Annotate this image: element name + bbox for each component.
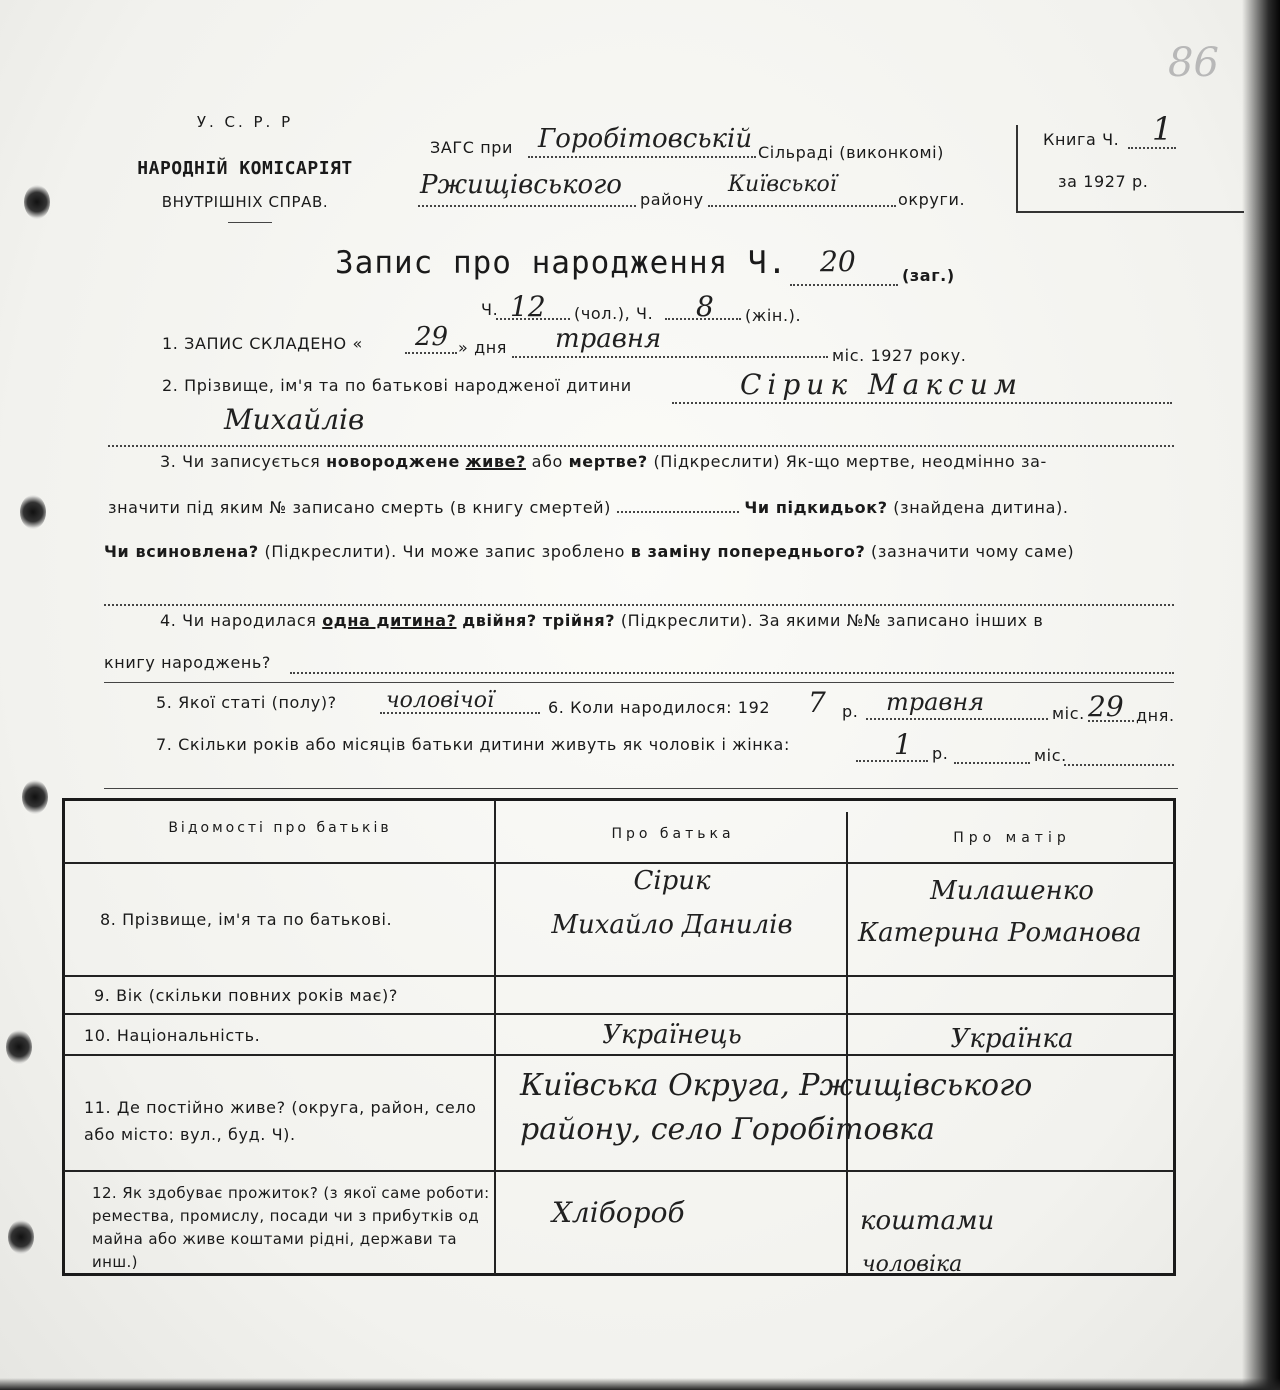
row8-label: 8. Прізвище, ім'я та по батькові. bbox=[100, 910, 393, 929]
father-nationality: Українець bbox=[602, 1020, 742, 1050]
record-month: травня bbox=[555, 324, 662, 354]
birth-year-digit: 7 bbox=[808, 686, 826, 719]
dotted-line bbox=[418, 205, 636, 207]
item2-label: 2. Прізвище, ім'я та по батькові народженої дитини bbox=[162, 376, 632, 395]
row-divider bbox=[64, 862, 1174, 864]
birth-month: травня bbox=[886, 688, 985, 716]
binding-hole bbox=[6, 1030, 32, 1064]
book-box-bottom bbox=[1016, 211, 1244, 213]
row-divider bbox=[64, 975, 1174, 977]
marriage-years: 1 bbox=[894, 728, 912, 761]
item3-text: значити під яким № записано смерть (в книгу смертей) bbox=[108, 498, 611, 517]
option-dead: мертве? bbox=[568, 452, 648, 471]
option-alive: живе? bbox=[465, 452, 526, 471]
mother-occupation-1: коштами bbox=[860, 1206, 995, 1236]
dotted-line bbox=[790, 284, 898, 286]
item6-month-label: міс. bbox=[1052, 704, 1085, 723]
dotted-line bbox=[108, 445, 1174, 447]
binding-hole bbox=[22, 780, 48, 814]
row11-label: 11. Де постійно живе? (округа, район, село або місто: вул., буд. Ч). bbox=[84, 1098, 477, 1144]
item4-text: (Підкреслити). За якими №№ записано інших в bbox=[620, 611, 1044, 630]
row12-label: 12. Як здобуває прожиток? (з якої саме роботи: ремества, промислу, посади чи з прибутків од майна або живе коштами рідні, держави та инш.) bbox=[92, 1184, 490, 1271]
item1-label: 1. ЗАПИС СКЛАДЕНО « bbox=[162, 334, 363, 353]
page-bottom-shadow bbox=[0, 1378, 1280, 1390]
village-suffix: Сільраді (виконкомі) bbox=[758, 143, 945, 162]
header-father: Про батька bbox=[611, 826, 735, 842]
village-handwritten: Горобітовській bbox=[538, 124, 753, 154]
header-parents-info: Відомості про батьків bbox=[168, 820, 392, 836]
option-single: одна дитина? bbox=[322, 611, 457, 630]
page-number: 86 bbox=[1168, 40, 1219, 86]
dotted-line bbox=[290, 672, 1174, 674]
dotted-line bbox=[104, 604, 1174, 606]
male-count: 12 bbox=[510, 290, 546, 323]
residence-line1: Київська Округа, Ржищівського bbox=[520, 1068, 1033, 1103]
item3-or: або bbox=[531, 452, 563, 471]
rule-line bbox=[104, 682, 1174, 683]
male-count-prefix: Ч. bbox=[481, 300, 499, 319]
row10-label: 10. Національність. bbox=[84, 1026, 261, 1045]
option-adopted: Чи всиновлена? bbox=[104, 542, 259, 561]
record-day: 29 bbox=[415, 322, 449, 352]
item6-day-label: дня. bbox=[1136, 706, 1175, 725]
district-handwritten: Ржищівського bbox=[420, 170, 622, 200]
item3-line1 bbox=[160, 452, 1047, 471]
column-divider bbox=[846, 812, 848, 1274]
dotted-line bbox=[866, 718, 1048, 720]
book-number: 1 bbox=[1152, 110, 1173, 148]
item3-text: (знайдена дитина). bbox=[893, 498, 1069, 517]
binding-hole bbox=[24, 185, 50, 219]
item3-line3 bbox=[104, 542, 1074, 561]
item3-text: 3. Чи записується bbox=[160, 452, 321, 471]
item3-text: (Підкреслити) Як-що мертве, неодмінно за- bbox=[653, 452, 1047, 471]
book-label: Книга Ч. bbox=[1043, 130, 1120, 149]
item7-months-label: міс. bbox=[1034, 746, 1067, 765]
father-name: Михайло Данилів bbox=[551, 910, 793, 940]
male-label: (чол.), Ч. bbox=[574, 304, 654, 323]
binding-hole bbox=[8, 1220, 34, 1254]
item3-text: (Підкреслити). Чи може запис зроблено bbox=[264, 542, 626, 561]
record-number: 20 bbox=[820, 245, 856, 278]
father-occupation: Хлібороб bbox=[552, 1196, 685, 1229]
child-patronymic: Михайлів bbox=[224, 403, 365, 436]
item7-years-label: р. bbox=[932, 744, 949, 763]
dotted-line bbox=[856, 760, 928, 762]
row9-label: 9. Вік (скільки повних років має)? bbox=[94, 986, 398, 1005]
item5-label: 5. Якої статі (полу)? bbox=[156, 693, 337, 712]
birth-day: 29 bbox=[1088, 690, 1124, 723]
okrug-label: округи. bbox=[898, 190, 966, 209]
item7-label: 7. Скільки років або місяців батьки дитини живуть як чоловік і жінка: bbox=[156, 735, 790, 754]
item1-year: міс. 1927 року. bbox=[832, 346, 967, 365]
residence-line2: району, село Горобітовка bbox=[520, 1112, 935, 1147]
child-name: Сірик Максим bbox=[740, 368, 1023, 401]
record-title: Запис про народження Ч. bbox=[335, 245, 788, 281]
book-year: за 1927 р. bbox=[1058, 172, 1149, 191]
mother-nationality: Українка bbox=[950, 1024, 1074, 1054]
item4-line1 bbox=[160, 611, 1043, 630]
item3-text: (зазначити чому саме) bbox=[871, 542, 1075, 561]
option-newborn: новороджене bbox=[326, 452, 460, 471]
mother-name: Катерина Романова bbox=[858, 918, 1142, 948]
father-surname: Сірик bbox=[633, 866, 711, 896]
divider bbox=[228, 222, 272, 223]
item3-line2 bbox=[108, 498, 1069, 517]
dotted-line bbox=[954, 762, 1030, 764]
state-name: У. С. Р. Р bbox=[196, 113, 294, 131]
row-divider bbox=[64, 1013, 1174, 1015]
mother-occupation-2: чоловіка bbox=[862, 1252, 963, 1277]
okrug-handwritten: Київської bbox=[728, 172, 837, 197]
dotted-line bbox=[512, 356, 828, 358]
department-name: ВНУТРІШНІХ СПРАВ. bbox=[161, 193, 329, 211]
option-twins-triplets: двійня? трійня? bbox=[462, 611, 616, 630]
total-label: (заг.) bbox=[902, 266, 955, 285]
row-divider bbox=[64, 1170, 1174, 1172]
page-edge-shadow bbox=[1242, 0, 1280, 1390]
female-count: 8 bbox=[696, 290, 714, 323]
option-foundling: Чи підкидьок? bbox=[744, 498, 888, 517]
item4-text: 4. Чи народилася bbox=[160, 611, 317, 630]
binding-hole bbox=[20, 495, 46, 529]
rule-line bbox=[104, 788, 1178, 789]
dotted-line bbox=[1064, 764, 1174, 766]
dotted-line bbox=[708, 205, 896, 207]
option-replacement: в заміну попереднього? bbox=[630, 542, 866, 561]
mother-surname: Милашенко bbox=[930, 876, 1094, 906]
item1-day-label: » дня bbox=[458, 338, 508, 357]
column-divider bbox=[494, 800, 496, 1274]
dotted-line bbox=[672, 402, 1172, 404]
dotted-line bbox=[528, 156, 756, 158]
item6-label: 6. Коли народилося: 192 bbox=[548, 698, 771, 717]
header-mother: Про матір bbox=[953, 830, 1071, 846]
child-sex: чоловічої bbox=[386, 688, 494, 713]
book-box-left bbox=[1016, 125, 1018, 213]
zags-label: ЗАГС при bbox=[430, 138, 514, 157]
district-label: району bbox=[640, 190, 704, 209]
item6-year-label: р. bbox=[842, 702, 859, 721]
dotted-line bbox=[617, 511, 739, 513]
row-divider bbox=[64, 1054, 1174, 1056]
item4-line2: книгу народжень? bbox=[104, 653, 271, 672]
dotted-line bbox=[405, 352, 457, 354]
commissariat-name: НАРОДНІЙ КОМІСАРІЯТ bbox=[137, 158, 353, 179]
female-label: (жін.). bbox=[745, 306, 802, 325]
